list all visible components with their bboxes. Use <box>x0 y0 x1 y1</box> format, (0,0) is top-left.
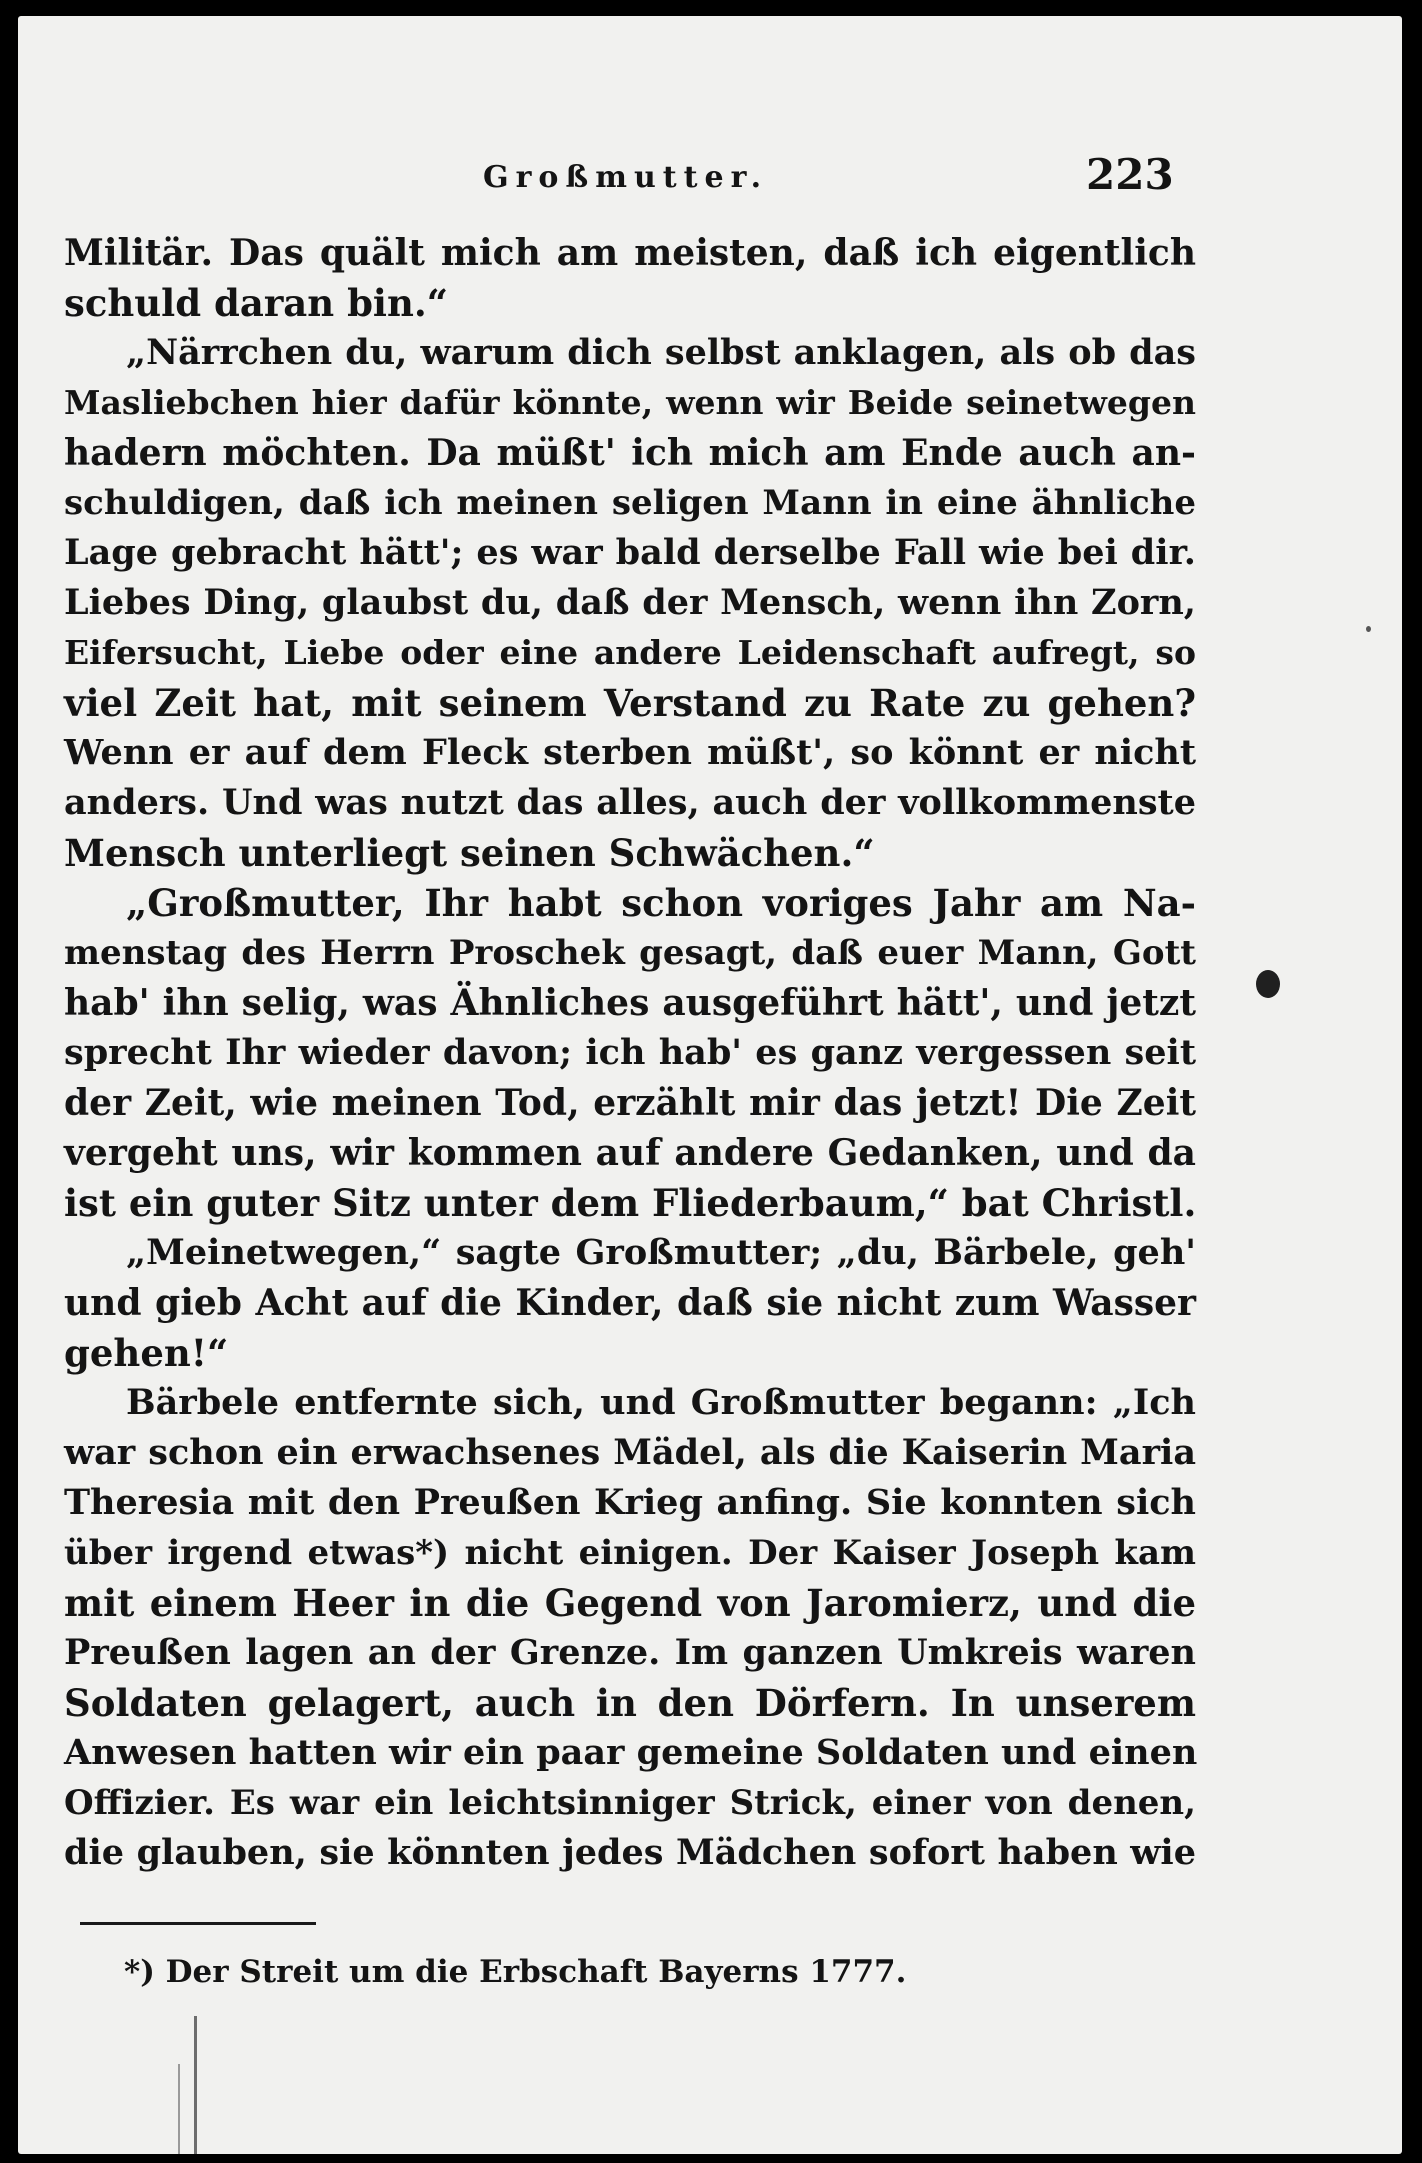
page-number: 223 <box>1086 150 1174 199</box>
text-line: Mensch unterliegt seinen Schwächen.“ <box>64 831 875 875</box>
text-line: viel Zeit hat, mit seinem Verstand zu Rate zu gehen? <box>64 681 1196 725</box>
text-line: hadern möchten. Da müßt' ich mich am Ende auch an- <box>64 432 1196 474</box>
text-line: Bärbele entfernte sich, und Großmutter begann: „Ich <box>126 1382 1196 1423</box>
ink-speck <box>1366 626 1371 632</box>
text-line: Liebes Ding, glaubst du, daß der Mensch, wenn ihn Zorn, <box>64 582 1196 623</box>
text-line: war schon ein erwachsenes Mädel, als die Kaiserin Maria <box>64 1432 1196 1473</box>
text-line: die glauben, sie könnten jedes Mädchen sofort haben wie <box>64 1832 1196 1873</box>
text-line: „Meinetwegen,“ sagte Großmutter; „du, Bärbele, geh' <box>126 1232 1196 1273</box>
text-line: Anwesen hatten wir ein paar gemeine Soldaten und einen <box>64 1732 1198 1773</box>
running-title: Großmutter. <box>483 160 769 195</box>
text-line: ist ein guter Sitz unter dem Fliederbaum,“ bat Christl. <box>64 1181 1197 1225</box>
footnote-rule <box>80 1922 316 1925</box>
text-line: vergeht uns, wir kommen auf andere Gedanken, und da <box>64 1132 1196 1174</box>
page-header <box>18 142 1402 202</box>
text-line: „Närrchen du, warum dich selbst anklagen, als ob das <box>126 332 1196 373</box>
text-line: Preußen lagen an der Grenze. Im ganzen Umkreis waren <box>64 1632 1196 1673</box>
book-page <box>18 16 1402 2154</box>
text-line: schuld daran bin.“ <box>64 281 449 325</box>
scan-artifact-line <box>178 2064 180 2154</box>
text-line: gehen!“ <box>64 1331 229 1375</box>
text-line: Masliebchen hier dafür könnte, wenn wir Beide seinetwegen <box>64 383 1196 422</box>
footnote: *) Der Streit um die Erbschaft Bayerns 1777. <box>124 1954 907 1990</box>
text-line: menstag des Herrn Proschek gesagt, daß euer Mann, Gott <box>64 933 1196 973</box>
text-line: Wenn er auf dem Fleck sterben müßt', so könnt er nicht <box>64 732 1196 773</box>
text-line: der Zeit, wie meinen Tod, erzählt mir das jetzt! Die Zeit <box>64 1082 1196 1124</box>
text-line: über irgend etwas*) nicht einigen. Der Kaiser Joseph kam <box>64 1533 1196 1573</box>
text-line: Militär. Das quält mich am meisten, daß ich eigentlich <box>64 232 1196 274</box>
text-line: hab' ihn selig, was Ähnliches ausgeführt hätt', und jetzt <box>64 982 1196 1024</box>
text-line: und gieb Acht auf die Kinder, daß sie nicht zum Wasser <box>64 1282 1196 1324</box>
text-line: Lage gebracht hätt'; es war bald derselbe Fall wie bei dir. <box>64 532 1196 573</box>
text-line: anders. Und was nutzt das alles, auch der vollkommenste <box>64 782 1196 823</box>
scan-artifact-line <box>194 2016 197 2154</box>
text-line: „Großmutter, Ihr habt schon voriges Jahr am Na- <box>126 881 1196 925</box>
text-line: Soldaten gelagert, auch in den Dörfern. In unserem <box>64 1681 1196 1725</box>
text-line: mit einem Heer in die Gegend von Jaromierz, und die <box>64 1581 1196 1625</box>
text-line: schuldigen, daß ich meinen seligen Mann in eine ähnliche <box>64 483 1196 523</box>
text-line: Offizier. Es war ein leichtsinniger Strick, einer von denen, <box>64 1783 1196 1823</box>
text-line: Theresia mit den Preußen Krieg anfing. Sie konnten sich <box>64 1482 1196 1523</box>
text-line: Eifersucht, Liebe oder eine andere Leidenschaft aufregt, so <box>64 633 1196 672</box>
ink-dot <box>1256 970 1280 998</box>
text-line: sprecht Ihr wieder davon; ich hab' es ganz vergessen seit <box>64 1032 1196 1073</box>
